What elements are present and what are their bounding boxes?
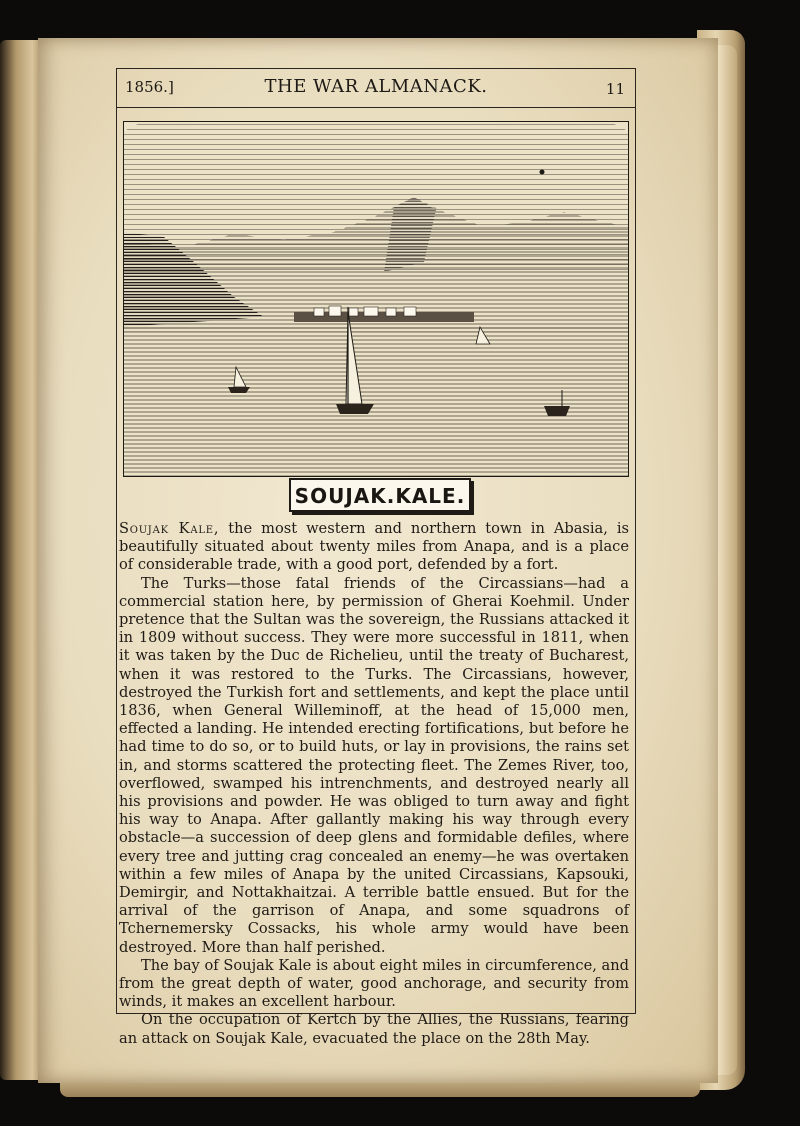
running-header — [117, 69, 635, 108]
lead-name: Soujak Kale, — [119, 520, 220, 537]
paragraph-4: On the occupation of Kertch by the Allies, the Russians, fearing an attack on Soujak Kale, evacuated the place on the 28th May. — [119, 1011, 629, 1047]
illustration-caption: SOUJAK.KALE. — [294, 484, 466, 508]
article-body — [119, 520, 629, 1048]
bird-speck — [540, 170, 545, 175]
header-title: THE WAR ALMANACK. — [264, 76, 488, 97]
caption-plate — [289, 478, 471, 512]
paragraph-1-text: the most western and northern town in Abasia, is beautifully situated about twenty miles from Anapa, and is a place of considerable trade, with a good port, defended by a fort. — [119, 520, 630, 574]
bay-water — [124, 327, 628, 476]
paragraph-3: The bay of Soujak Kale is about eight miles in circumference, and from the great depth of water, good anchorage, and security from winds, it makes an excellent harbour. — [119, 956, 629, 1011]
paragraph-1 — [119, 520, 629, 575]
paragraph-2: The Turks—those fatal friends of the Circassians—had a commercial station here, by permission of Gherai Koehmil. Under pretence that the Sultan was the sovereign, the Russians attacked it in 1809 without success. They were more successful in 1811, when it was taken by the Duc de Richelieu, until the treaty of Bucharest, when it was restored to the Turks. The Circassians, however, destroyed the Turkish fort and settlements, and kept the place until 1836, when General Willeminoff, at the head of 15,000 men, effected a landing. He intended erecting fortifications, but before he had time to do so, or to build huts, or lay in provisions, the rains set in, and storms scattered the protecting fleet. The Zemes River, too, overflowed, swamped his intrenchments, and destroyed nearly all his provisions and powder. He was obliged to turn away and fight his way to Anapa. After gallantly making his way through every obstacle—a succession of deep glens and formidable defiles, where every tree and jutting crag concealed an enemy—he was overtaken within a few miles of Anapa by the united Circassians, Kapsouki, Demirgir, and Nottakhaitzai. A terrible battle ensued. But for the arrival of the garrison of Anapa, and some squadrons of Tchernemersky Cossacks, his whole army would have been destroyed. More than half perished. — [119, 574, 629, 956]
header-year: 1856.] — [125, 78, 174, 96]
page-number: 11 — [605, 80, 625, 98]
harbour-engraving — [123, 121, 629, 477]
content-frame — [116, 68, 636, 1047]
